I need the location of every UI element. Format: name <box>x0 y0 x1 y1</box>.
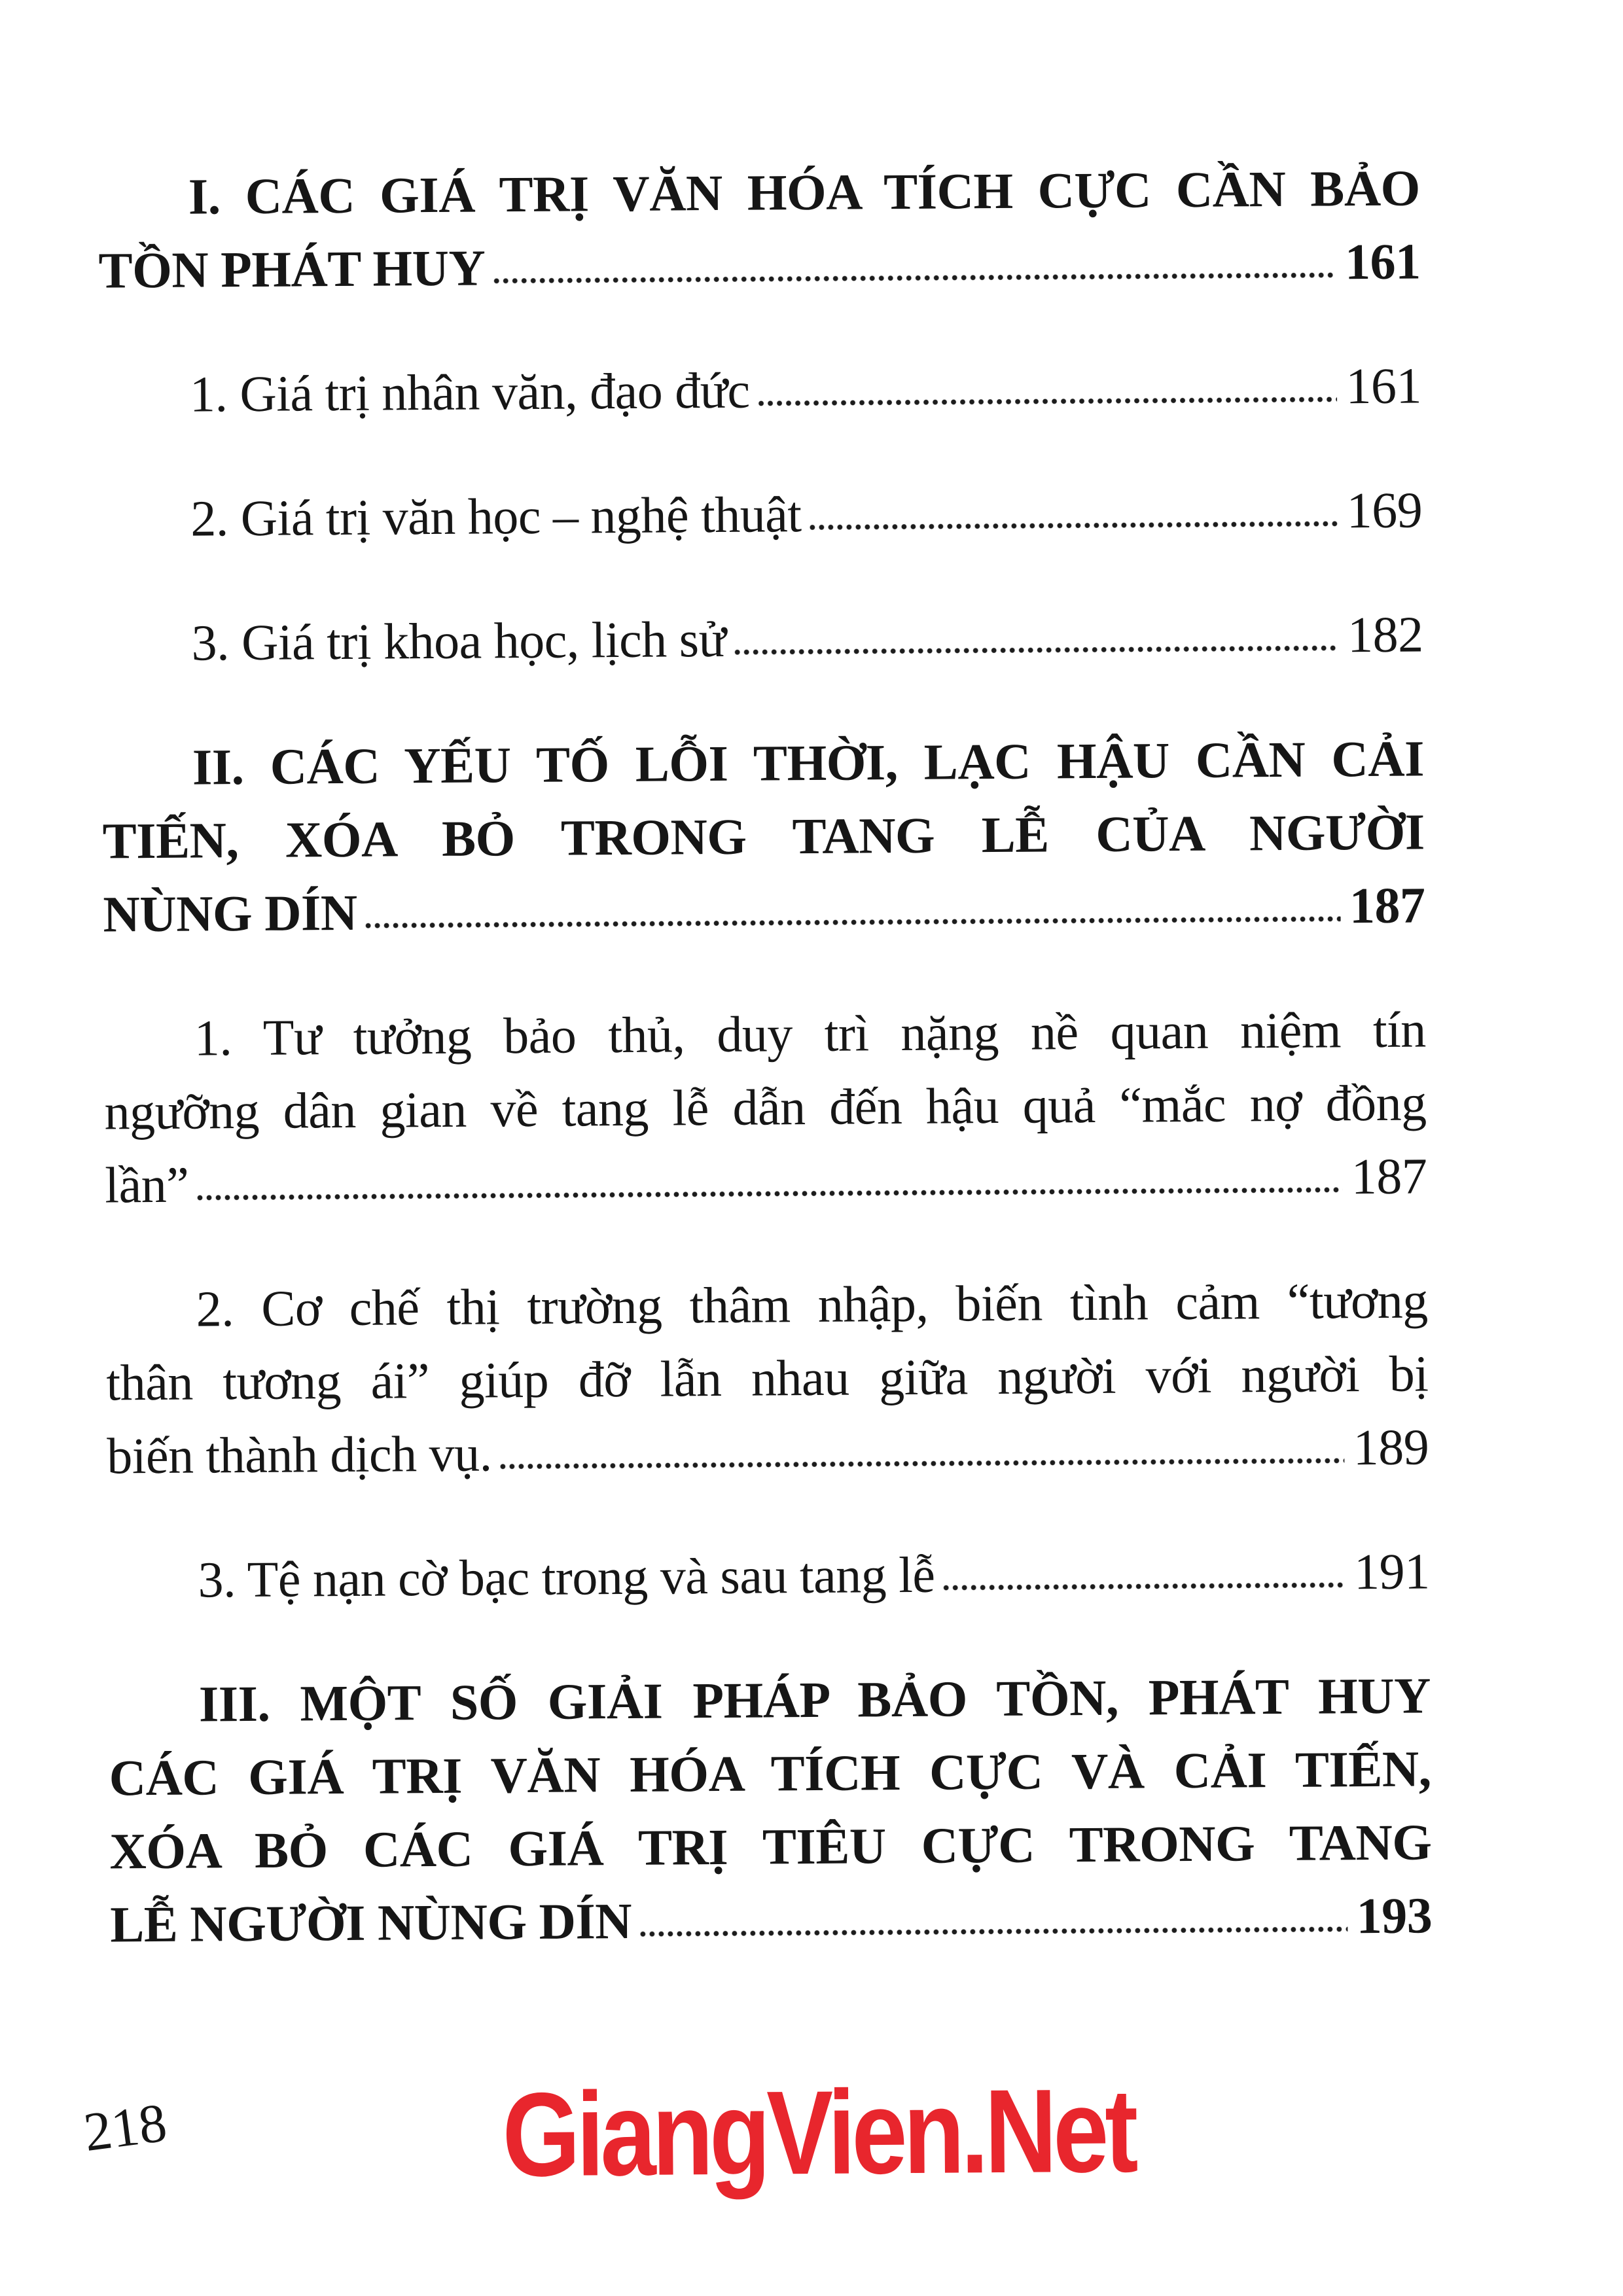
toc-line <box>109 1732 1431 1814</box>
toc-text: 1. Giá trị nhân văn, đạo đức <box>189 361 750 423</box>
toc-line <box>104 1066 1427 1148</box>
toc-page-number: 191 <box>1353 1542 1430 1600</box>
toc-line <box>109 1659 1431 1741</box>
toc-text: III. MỘT SỐ GIẢI PHÁP BẢO TỒN, PHÁT HUY <box>198 1667 1431 1733</box>
toc-page-number: 182 <box>1347 605 1423 663</box>
toc-line <box>98 224 1421 307</box>
toc-entry-item-1-3 <box>101 597 1423 680</box>
footer-page-number: 218 <box>80 2092 170 2164</box>
toc-line <box>106 1337 1429 1419</box>
toc-entry-item-2-1 <box>103 993 1427 1222</box>
watermark: GiangVien.Net <box>501 2063 1135 2202</box>
toc-text: biến thành dịch vụ. <box>106 1424 492 1485</box>
toc-text: 3. Tệ nạn cờ bạc trong và sau tang lễ <box>198 1545 935 1608</box>
toc-page-number: 169 <box>1346 481 1423 539</box>
toc-entry-item-1-1 <box>99 349 1422 431</box>
toc-page-number: 187 <box>1351 1147 1427 1205</box>
toc-text: 2. Giá trị văn học – nghệ thuật <box>190 486 802 547</box>
toc-line <box>99 349 1422 431</box>
toc-line <box>98 151 1420 234</box>
toc-line <box>107 1410 1429 1492</box>
dot-leader <box>500 1457 1344 1470</box>
toc-page-number: 161 <box>1346 357 1422 415</box>
toc-text: 2. Cơ chế thị trường thâm nhập, biến tình cảm “tương <box>196 1271 1428 1337</box>
toc-line <box>100 473 1423 556</box>
toc-text: TỒN PHÁT HUY <box>98 239 486 299</box>
toc-page-number: 187 <box>1349 876 1425 934</box>
toc-line <box>105 1263 1428 1346</box>
toc-entry-item-1-2 <box>100 473 1423 556</box>
toc-entry-section-3 <box>109 1659 1433 1961</box>
toc-page-number: 161 <box>1344 232 1421 291</box>
toc-line <box>107 1534 1430 1617</box>
toc-line <box>102 795 1425 877</box>
toc-line <box>110 1879 1433 1961</box>
table-of-contents <box>98 151 1433 2012</box>
dot-leader <box>493 271 1336 285</box>
dot-leader <box>734 644 1338 656</box>
toc-text: 1. Tư tưởng bảo thủ, duy trì nặng nề quan niệm tín <box>194 1000 1427 1067</box>
toc-text: II. CÁC YẾU TỐ LỖI THỜI, LẠC HẬU CẦN CẢI <box>192 730 1425 796</box>
dot-leader <box>810 520 1338 531</box>
toc-text: LỄ NGƯỜI NÙNG DÍN <box>109 1892 632 1953</box>
dot-leader <box>365 915 1340 929</box>
toc-text: XÓA BỎ CÁC GIÁ TRỊ TIÊU CỰC TRONG TANG <box>109 1813 1432 1880</box>
toc-page-number: 189 <box>1353 1418 1429 1476</box>
dot-leader <box>196 1186 1342 1201</box>
toc-line <box>103 993 1426 1075</box>
toc-text: ngưỡng dân gian về tang lễ dẫn đến hậu quả “mắc nợ đồng <box>104 1074 1427 1140</box>
toc-text: CÁC GIÁ TRỊ VĂN HÓA TÍCH CỰC VÀ CẢI TIẾN, <box>109 1740 1431 1807</box>
toc-text: TIẾN, XÓA BỎ TRONG TANG LỄ CỦA NGƯỜI <box>102 803 1425 870</box>
toc-line <box>103 868 1425 951</box>
toc-line <box>105 1139 1427 1222</box>
toc-text: NÙNG DÍN <box>103 883 357 943</box>
toc-line <box>102 722 1425 804</box>
toc-text: I. CÁC GIÁ TRỊ VĂN HÓA TÍCH CỰC CẦN BẢO <box>188 159 1421 225</box>
dot-leader <box>639 1925 1347 1938</box>
toc-text: 3. Giá trị khoa học, lịch sử <box>191 610 726 671</box>
toc-entry-item-2-2 <box>105 1263 1429 1492</box>
toc-text: thân tương ái” giúp đỡ lẫn nhau giữa người với người bị <box>106 1345 1429 1411</box>
toc-page-number: 193 <box>1356 1886 1433 1945</box>
dot-leader <box>758 395 1337 407</box>
dot-leader <box>943 1581 1346 1591</box>
toc-entry-section-1 <box>98 151 1421 307</box>
toc-line <box>101 597 1423 680</box>
toc-entry-item-2-3 <box>107 1534 1430 1617</box>
toc-line <box>109 1805 1432 1888</box>
toc-text: lần” <box>105 1156 189 1214</box>
toc-entry-section-2 <box>102 722 1425 951</box>
